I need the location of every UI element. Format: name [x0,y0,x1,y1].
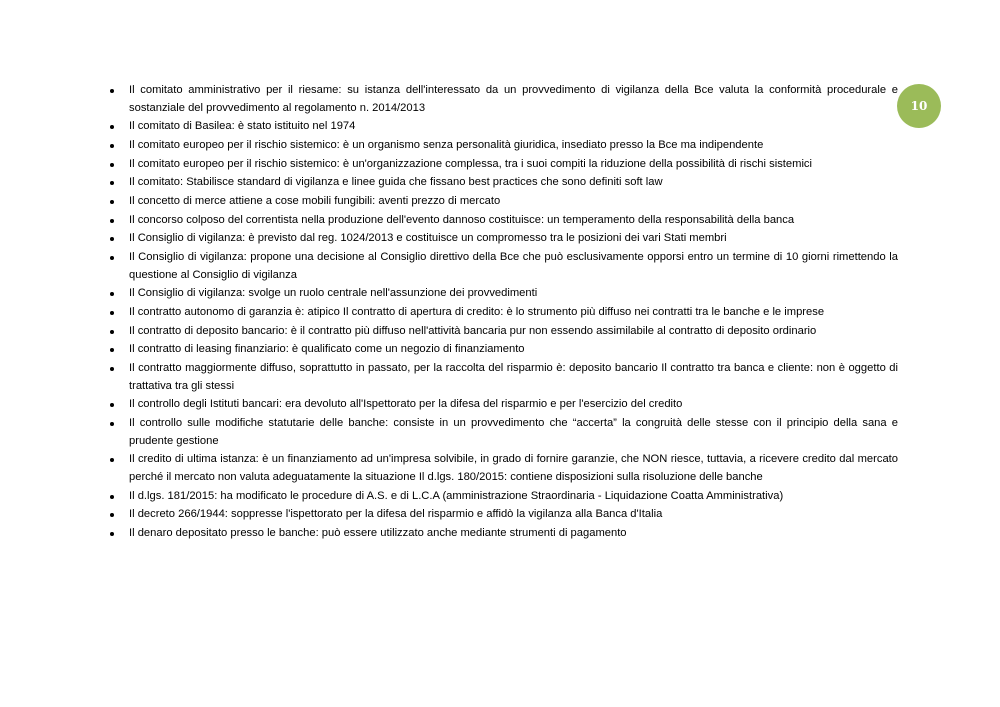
list-item-text: Il contratto autonomo di garanzia è: atipico Il contratto di apertura di credito: è lo strumento più diffuso nei contratti tra le banche e le imprese [129,306,825,319]
list-item [108,193,898,211]
list-item-text: Il concorso colposo del correntista nella produzione dell'evento dannoso costituisce: un temperamento della responsabilità della banca [129,213,795,226]
list-item-text: Il comitato europeo per il rischio sistemico: è un organismo senza personalità giuridica, insediato presso la Bce ma indipendente [129,138,764,151]
list-item-text: Il decreto 266/1944: soppresse l'ispettorato per la difesa del risparmio e affidò la vigilanza alla Banca d'Italia [129,508,663,521]
list-item-text: Il d.lgs. 181/2015: ha modificato le procedure di A.S. e di L.C.A (amministrazione Straordinaria - Liquidazione Coatta Amministrativa) [129,489,784,502]
bullet-icon [110,311,114,315]
list-item-text: Il comitato di Basilea: è stato istituito nel 1974 [129,120,356,133]
list-item [108,230,898,248]
list-item-text: Il contratto di deposito bancario: è il contratto più diffuso nell'attività bancaria pur non essendo assimilabile al contratto di deposito ordinario [129,324,817,337]
list-item [108,285,898,303]
list-item [108,212,898,230]
list-item-text: Il controllo degli Istituti bancari: era devoluto all'Ispettorato per la difesa del risparmio e per l'esercizio del credito [129,398,683,411]
list-item [108,174,898,192]
list-item [108,360,898,395]
bullet-icon [110,422,114,426]
bullet-icon [110,367,114,371]
bullet-icon [110,163,114,167]
list-item [108,156,898,174]
list-item-text: Il comitato europeo per il rischio sistemico: è un'organizzazione complessa, tra i suoi compiti la riduzione della possibilità di rischi sistemici [129,157,813,170]
bullet-icon [110,256,114,260]
bullet-icon [110,200,114,204]
list-item-text: Il contratto di leasing finanziario: è qualificato come un negozio di finanziamento [129,343,525,356]
list-item-text: Il comitato amministrativo per il riesame: su istanza dell'interessato da un provvedimento di vigilanza della Bce valuta la conformità procedurale e sostanziale del provvedimento al regolamento n. 2014/2013 [129,84,898,114]
bullet-icon [110,237,114,241]
bullet-icon [110,181,114,185]
list-item-text: Il Consiglio di vigilanza: è previsto dal reg. 1024/2013 e costituisce un compromesso tra le posizioni dei vari Stati membri [129,232,727,245]
bullet-icon [110,330,114,334]
bullet-icon [110,532,114,536]
list-item-text: Il credito di ultima istanza: è un finanziamento ad un'impresa solvibile, in grado di fornire garanzie, che NON riesce, tuttavia, a ricevere credito dal mercato perché il mercato non valuta adeguatamente la situazione Il d.lgs. 180/2015: contiene disposizioni sulla risoluzione delle banche [129,453,898,483]
list-item [108,341,898,359]
bullet-icon [110,495,114,499]
bullet-icon [110,219,114,223]
list-item-text: Il concetto di merce attiene a cose mobili fungibili: aventi prezzo di mercato [129,195,501,208]
bullet-icon [110,348,114,352]
page-number-badge: 10 [897,84,941,128]
list-item [108,525,898,543]
bullet-icon [110,292,114,296]
list-item [108,304,898,322]
list-item-text: Il controllo sulle modifiche statutarie delle banche: consiste in un provvedimento che “accerta” la congruità delle stesse con il principio della sana e prudente gestione [129,417,898,447]
list-item [108,451,898,486]
bullet-icon [110,458,114,462]
list-item [108,488,898,506]
list-item [108,249,898,284]
list-item-text: Il Consiglio di vigilanza: propone una decisione al Consiglio direttivo della Bce che può esclusivamente opporsi entro un termine di 10 giorni rimettendo la questione al Consiglio di vigilanza [129,251,898,281]
bullet-icon [110,125,114,129]
list-item [108,118,898,136]
list-item [108,506,898,524]
list-item [108,323,898,341]
list-item [108,396,898,414]
bullet-icon [110,89,114,93]
bullet-icon [110,144,114,148]
bullet-list [108,82,898,544]
bullet-icon [110,403,114,407]
list-item [108,137,898,155]
list-item [108,415,898,450]
list-item-text: Il contratto maggiormente diffuso, soprattutto in passato, per la raccolta del risparmio è: deposito bancario Il contratto tra banca e cliente: non è oggetto di trattativa tra gli stessi [129,362,898,392]
bullet-icon [110,513,114,517]
list-item-text: Il Consiglio di vigilanza: svolge un ruolo centrale nell'assunzione dei provvedimenti [129,287,538,300]
list-item-text: Il comitato: Stabilisce standard di vigilanza e linee guida che fissano best practices che sono definiti soft law [129,176,663,189]
list-item [108,82,898,117]
list-item-text: Il denaro depositato presso le banche: può essere utilizzato anche mediante strumenti di pagamento [129,527,627,540]
